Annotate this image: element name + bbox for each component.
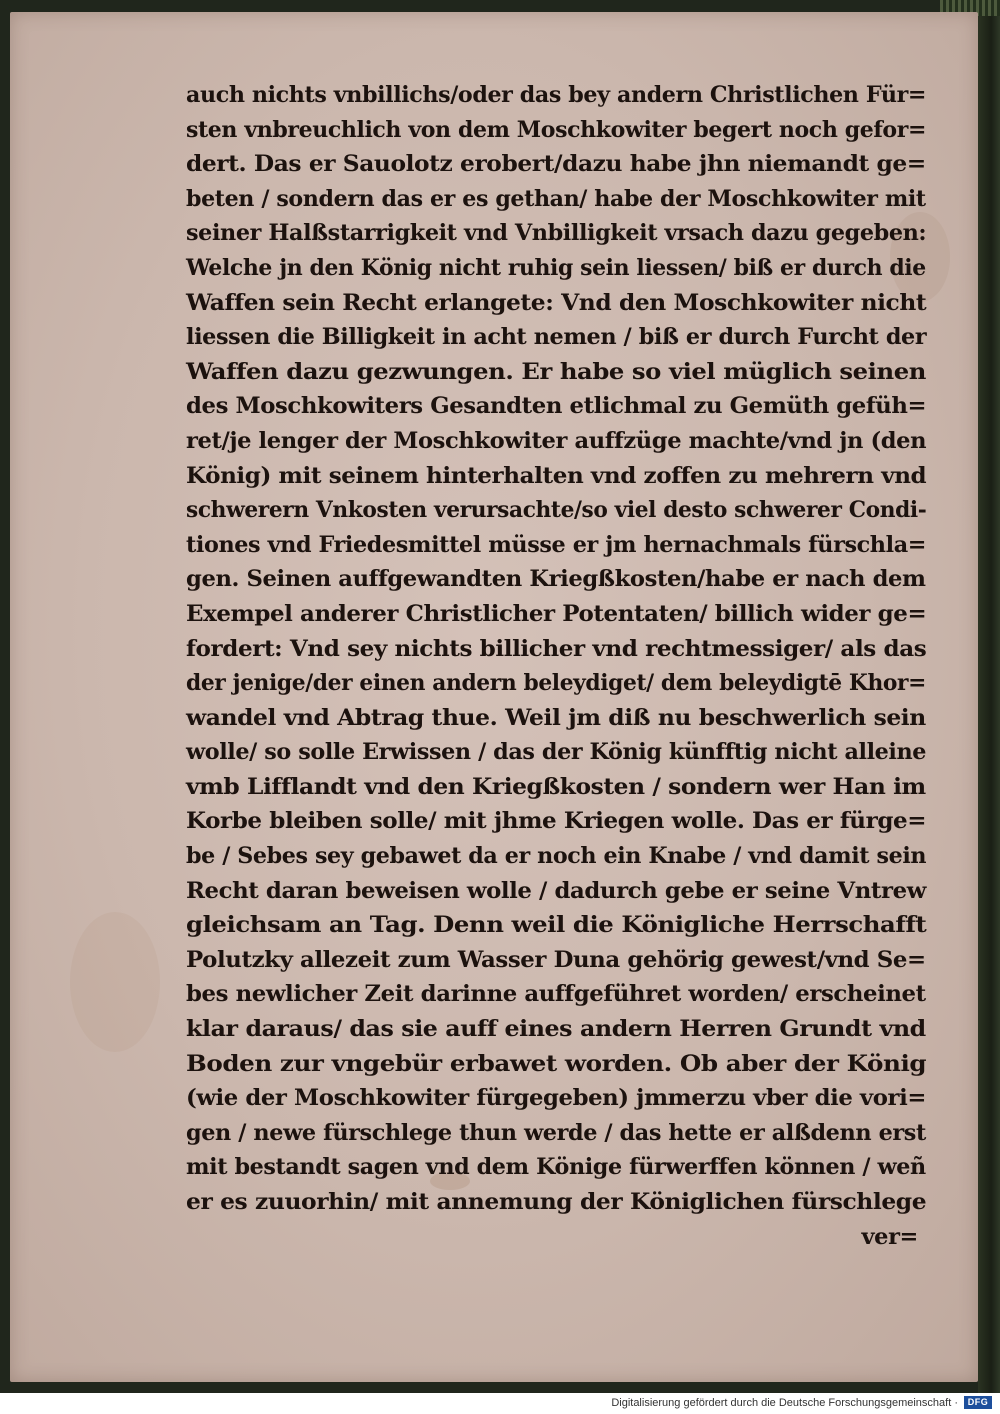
text-line: klar daraus/ das sie auff eines andern Herren Grundt vnd [186,1016,926,1043]
text-line: ret/je lenger der Moschkowiter auffzüge machte/vnd jn (den [186,427,927,454]
text-line: gen / newe fürschlege thun werde / das hette er alßdenn erst [186,1119,926,1146]
text-line: vmb Lifflandt vnd den Kriegßkosten / sondern wer Han im [186,773,926,800]
footer-bar [0,1393,1000,1414]
text-line: wandel vnd Abtrag thue. Weil jm diß nu beschwerlich sein [186,704,926,731]
text-line: auch nichts vnbillichs/oder das bey andern Christlichen Für= [186,82,927,108]
text-line: Welche jn den König nicht ruhig sein liessen/ biß er durch die [186,254,926,281]
text-line: tiones vnd Friedesmittel müsse er jm hernachmals fürschla= [186,531,927,558]
text-line: sten vnbreuchlich von dem Moschkowiter begert noch gefor= [186,116,927,143]
text-line: liessen die Billigkeit in acht nemen / biß er durch Furcht der [186,324,927,351]
book-page [10,12,978,1382]
cover-edge [978,0,1000,1393]
text-line: Exempel anderer Christlicher Potentaten/ billich wider ge= [186,600,927,627]
text-line: mit bestandt sagen vnd dem Könige fürwerffen können / weñ [186,1154,926,1181]
page-text [186,78,926,1254]
text-line: fordert: Vnd sey nichts billicher vnd rechtmessiger/ als das [186,635,927,662]
text-line: König) mit seinem hinterhalten vnd zoffen zu mehrern vnd [186,462,927,489]
funding-credit: Digitalisierung gefördert durch die Deutsche Forschungsgemeinschaft · [611,1397,958,1409]
text-line: gleichsam an Tag. Denn weil die Königliche Herrschafft [186,912,927,939]
text-line: der jenige/der einen andern beleydiget/ dem beleydigtē Khor= [186,670,927,697]
dfg-logo[interactable]: DFG [964,1396,992,1409]
text-line: Polutzky allezeit zum Wasser Duna gehörig gewest/vnd Se= [186,946,926,973]
text-line: (wie der Moschkowiter fürgegeben) jmmerzu vber die vori= [186,1085,926,1112]
text-line: Boden zur vngebür erbawet worden. Ob aber der König [186,1050,927,1077]
text-line: seiner Halßstarrigkeit vnd Vnbilligkeit vrsach dazu gegeben: [186,220,927,247]
text-line: be / Sebes sey gebawet da er noch ein Knabe / vnd damit sein [186,843,927,870]
text-line: gen. Seinen auffgewandten Kriegßkosten/habe er nach dem [186,566,926,593]
text-line: wolle/ so solle Erwissen / das der König künfftig nicht alleine [186,739,927,766]
text-line: Recht daran beweisen wolle / dadurch gebe er seine Vntrew [186,877,926,904]
text-line: Korbe bleiben solle/ mit jhme Kriegen wolle. Das er fürge= [186,808,927,835]
text-line: schwerern Vnkosten verursachte/so viel desto schwerer Condi- [186,497,927,524]
catchword: ver= [861,1223,918,1250]
text-line: bes newlicher Zeit darinne auffgeführet worden/ erscheinet [186,981,926,1008]
text-line: Waffen sein Recht erlangete: Vnd den Moschkowiter nicht [186,289,927,316]
text-line: dert. Das er Sauolotz erobert/dazu habe jhn niemandt ge= [186,151,926,178]
text-line: des Moschkowiters Gesandten etlichmal zu Gemüth gefüh= [186,393,927,420]
text-line: beten / sondern das er es gethan/ habe der Moschkowiter mit [186,185,926,212]
text-line: Waffen dazu gezwungen. Er habe so viel müglich seinen [186,358,926,385]
text-line: er es zuuorhin/ mit annemung der Königlichen fürschlege [186,1189,927,1215]
paper-stain [70,912,160,1052]
